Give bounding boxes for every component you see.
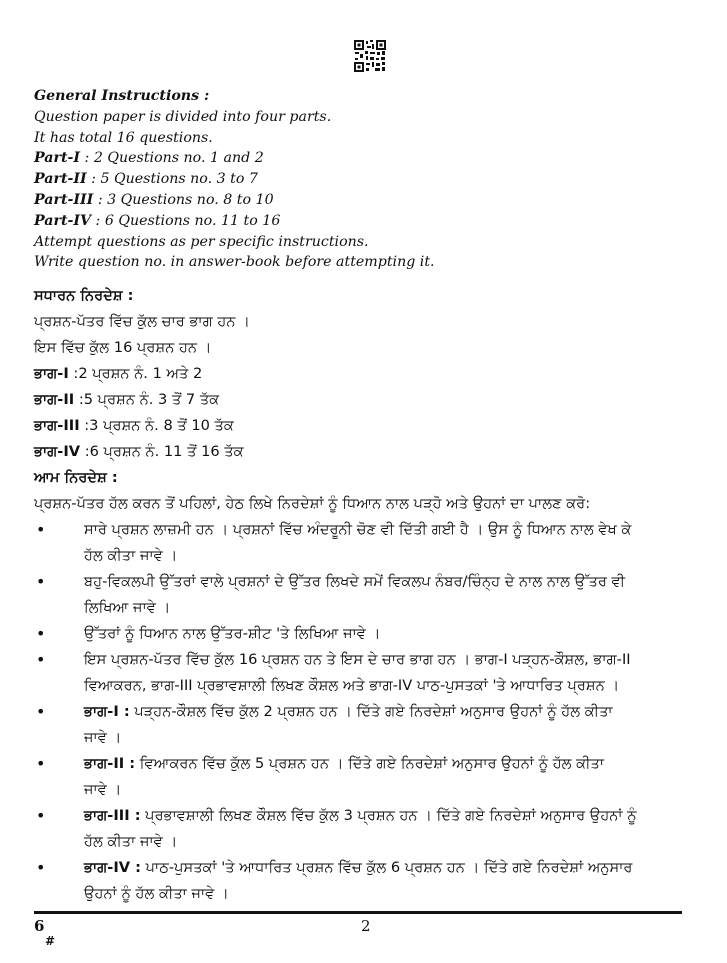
bullet-icon: • <box>36 650 46 669</box>
bullet-icon: • <box>36 702 46 721</box>
english-part-3: Part-III : 3 Questions no. 8 to 10 <box>34 191 274 208</box>
bullet-icon: • <box>36 754 46 773</box>
english-closing: Attempt questions as per specific instructions. <box>34 233 369 250</box>
footer-rule <box>34 911 682 914</box>
english-closing: Write question no. in answer-book before attempting it. <box>34 254 435 271</box>
page-number: 2 <box>361 917 371 935</box>
punjabi-part-3: ਭਾਗ-III :3 ਪ੍ਰਸ਼ਨ ਨੰ. 8 ਤੋਂ 10 ਤੱਕ <box>34 417 234 434</box>
hash-mark: # <box>45 934 56 948</box>
punjabi-part-1: ਭਾਗ-I :2 ਪ੍ਰਸ਼ਨ ਨੰ. 1 ਅਤੇ 2 <box>34 365 203 382</box>
english-line: Question paper is divided into four parts. <box>34 108 332 125</box>
punjabi-line: ਇਸ ਵਿੱਚ ਕੁੱਲ 16 ਪ੍ਰਸ਼ਨ ਹਨ । <box>34 339 212 356</box>
list-item: • ਭਾਗ-III : ਪ੍ਰਭਾਵਸ਼ਾਲੀ ਲਿਖਣ ਕੌਸ਼ਲ ਵਿੱਚ ਕੁੱਲ 3 ਪ੍ਰਸ਼ਨ ਹਨ । ਦਿੱਤੇ ਗਏ ਨਿਰਦੇਸ਼ਾਂ ਅਨੁਸਾਰ ਉਹਨਾਂ ਨੂੰ ਹੱਲ ਕੀਤਾ ਜਾਵੇ । <box>34 803 699 855</box>
bullet-icon: • <box>36 624 46 643</box>
english-line: It has total 16 questions. <box>34 129 213 146</box>
punjabi-part-4: ਭਾਗ-IV :6 ਪ੍ਰਸ਼ਨ ਨੰ. 11 ਤੋਂ 16 ਤੱਕ <box>34 443 244 460</box>
punjabi-part-2: ਭਾਗ-II :5 ਪ੍ਰਸ਼ਨ ਨੰ. 3 ਤੋਂ 7 ਤੱਕ <box>34 391 220 408</box>
bullet-icon: • <box>36 806 46 825</box>
punjabi-line: ਪ੍ਰਸ਼ਨ-ਪੱਤਰ ਵਿੱਚ ਕੁੱਲ ਚਾਰ ਭਾਗ ਹਨ । <box>34 313 250 330</box>
english-part-2: Part-II : 5 Questions no. 3 to 7 <box>34 171 258 188</box>
punjabi-intro: ਪ੍ਰਸ਼ਨ-ਪੱਤਰ ਹੱਲ ਕਰਨ ਤੋਂ ਪਹਿਲਾਂ, ਹੇਠ ਲਿਖੇ ਨਿਰਦੇਸ਼ਾਂ ਨੂੰ ਧਿਆਨ ਨਾਲ ਪੜ੍ਹੋ ਅਤੇ ਉਹਨਾਂ ਦਾ ਪਾਲਣ ਕਰੋ: <box>34 495 591 512</box>
english-heading: General Instructions : <box>34 88 210 104</box>
list-item: • ਸਾਰੇ ਪ੍ਰਸ਼ਨ ਲਾਜ਼ਮੀ ਹਨ । ਪ੍ਰਸ਼ਨਾਂ ਵਿੱਚ ਅੰਦਰੂਨੀ ਚੋਣ ਵੀ ਦਿੱਤੀ ਗਈ ਹੈ । ਉਸ ਨੂੰ ਧਿਆਨ ਨਾਲ ਵੇਖ ਕੇ ਹੱਲ ਕੀਤਾ ਜਾਵੇ । <box>34 517 699 569</box>
punjabi-instructions <box>34 283 699 907</box>
english-part-4: Part-IV : 6 Questions no. 11 to 16 <box>34 212 281 229</box>
list-item: • ਭਾਗ-IV : ਪਾਠ-ਪੁਸਤਕਾਂ 'ਤੇ ਆਧਾਰਿਤ ਪ੍ਰਸ਼ਨ ਵਿੱਚ ਕੁੱਲ 6 ਪ੍ਰਸ਼ਨ ਹਨ । ਦਿੱਤੇ ਗਏ ਨਿਰਦੇਸ਼ਾਂ ਅਨੁਸਾਰ ਉਹਨਾਂ ਨੂੰ ਹੱਲ ਕੀਤਾ ਜਾਵੇ । <box>34 855 699 907</box>
list-item: • ਇਸ ਪ੍ਰਸ਼ਨ-ਪੱਤਰ ਵਿੱਚ ਕੁੱਲ 16 ਪ੍ਰਸ਼ਨ ਹਨ ਤੇ ਇਸ ਦੇ ਚਾਰ ਭਾਗ ਹਨ । ਭਾਗ-I ਪੜ੍ਹਨ-ਕੌਸ਼ਲ, ਭਾਗ-II ਵਿਆਕਰਨ, ਭਾਗ-III ਪ੍ਰਭਾਵਸ਼ਾਲੀ ਲਿਖਣ ਕੌਸ਼ਲ ਅਤੇ ਭਾਗ-IV ਪਾਠ-ਪੁਸਤਕਾਂ 'ਤੇ ਆਧਾਰਿਤ ਪ੍ਰਸ਼ਨ । <box>34 647 699 699</box>
qr-code <box>354 40 386 72</box>
punjabi-heading-common: ਆਮ ਨਿਰਦੇਸ਼ : <box>34 469 118 486</box>
list-item: • ਉੱਤਰਾਂ ਨੂੰ ਧਿਆਨ ਨਾਲ ਉੱਤਰ-ਸ਼ੀਟ 'ਤੇ ਲਿਖਿਆ ਜਾਵੇ । <box>34 621 699 647</box>
list-item: • ਭਾਗ-II : ਵਿਆਕਰਨ ਵਿੱਚ ਕੁੱਲ 5 ਪ੍ਰਸ਼ਨ ਹਨ । ਦਿੱਤੇ ਗਏ ਨਿਰਦੇਸ਼ਾਂ ਅਨੁਸਾਰ ਉਹਨਾਂ ਨੂੰ ਹੱਲ ਕੀਤਾ ਜਾਵੇ । <box>34 751 699 803</box>
paper-code: 6 <box>34 917 45 935</box>
bullet-icon: • <box>36 572 46 591</box>
list-item: • ਬਹੁ-ਵਿਕਲਪੀ ਉੱਤਰਾਂ ਵਾਲੇ ਪ੍ਰਸ਼ਨਾਂ ਦੇ ਉੱਤਰ ਲਿਖਦੇ ਸਮੇਂ ਵਿਕਲਪ ਨੰਬਰ/ਚਿੰਨ੍ਹ ਦੇ ਨਾਲ ਨਾਲ ਉੱਤਰ ਵੀ ਲਿਖਿਆ ਜਾਵੇ । <box>34 569 699 621</box>
punjabi-heading-general: ਸਧਾਰਨ ਨਿਰਦੇਸ਼ : <box>34 287 134 304</box>
punjabi-bullet-list <box>34 517 699 907</box>
bullet-icon: • <box>36 520 46 539</box>
bullet-icon: • <box>36 858 46 877</box>
english-part-1: Part-I : 2 Questions no. 1 and 2 <box>34 150 264 167</box>
list-item: • ਭਾਗ-I : ਪੜ੍ਹਨ-ਕੌਸ਼ਲ ਵਿੱਚ ਕੁੱਲ 2 ਪ੍ਰਸ਼ਨ ਹਨ । ਦਿੱਤੇ ਗਏ ਨਿਰਦੇਸ਼ਾਂ ਅਨੁਸਾਰ ਉਹਨਾਂ ਨੂੰ ਹੱਲ ਕੀਤਾ ਜਾਵੇ । <box>34 699 699 751</box>
english-instructions <box>34 86 674 273</box>
